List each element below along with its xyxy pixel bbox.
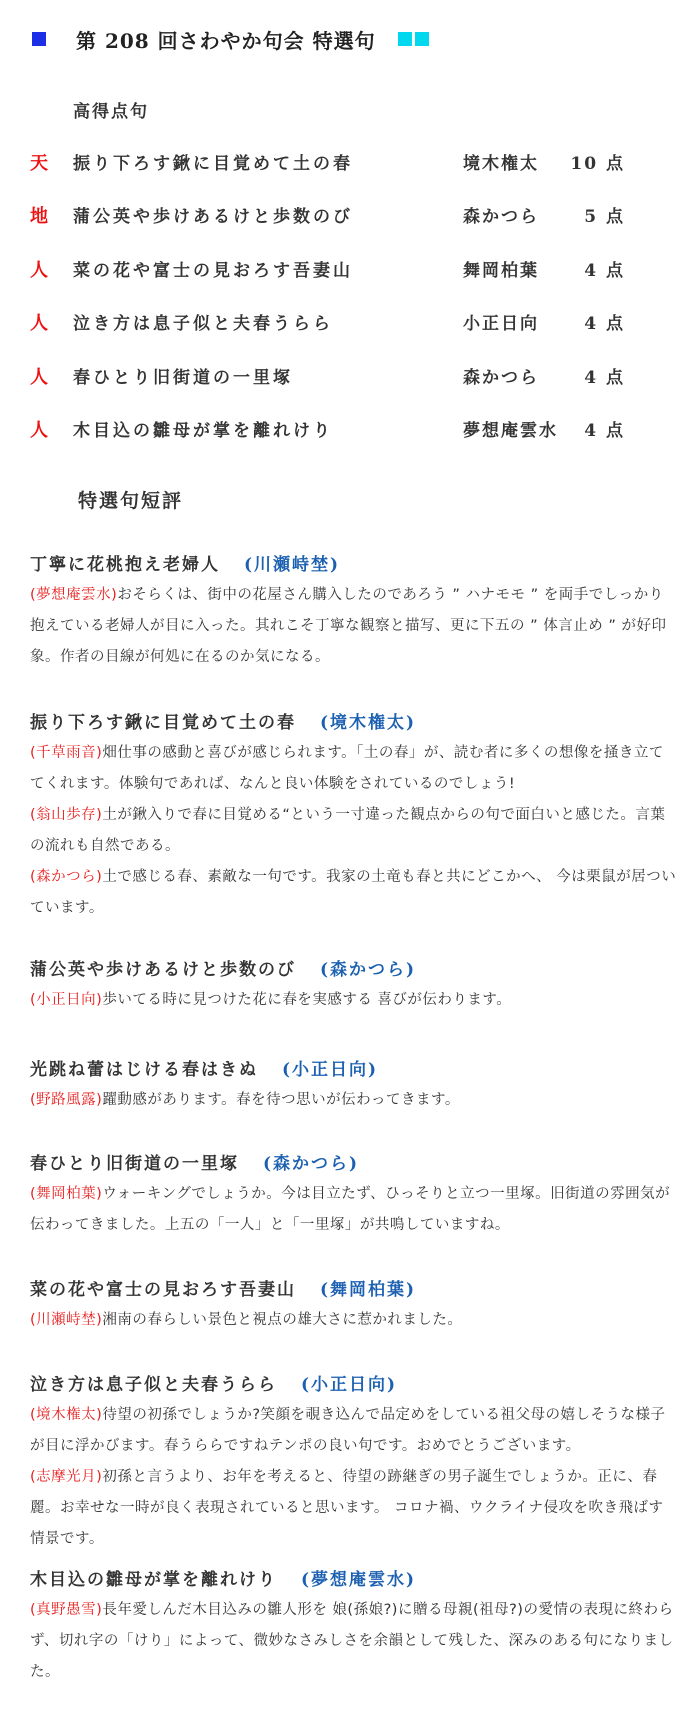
review-haiku-line: [30, 955, 678, 985]
comment-text: 湘南の春らしい景色と視点の雄大さに惹かれました。: [102, 1312, 463, 1328]
comment-text: 土で感じる春、素敵な一句です。我家の土竜も春と共にどこかへ、 今は栗鼠が居ついています。: [30, 869, 677, 916]
review-haiku: 光跳ね蕾はじける春はきぬ: [30, 1060, 258, 1080]
review-haiku-author: (境木権太): [320, 713, 417, 733]
commenter-name: (真野愚雪): [30, 1602, 103, 1618]
commenter-name: (川瀬峙埜): [30, 1312, 103, 1328]
comment-text: おそらくは、街中の花屋さん購入したのであろう ” ハナモモ ” を両手でしっかり抱えている老婦人が目に入った。其れこそ丁寧な観察と描写、更に下五の ” 体言止め ” が好印象。作者の目線が何処に在るのか気になる。: [30, 587, 667, 665]
review-haiku-line: [30, 1149, 678, 1179]
rank-points: 4 点: [584, 421, 625, 441]
rank-points: 4 点: [584, 368, 625, 388]
review-haiku: 木目込の雛母が掌を離れけり: [30, 1570, 277, 1590]
commenter-name: (森かつら): [30, 869, 103, 885]
rank-mark: 人: [30, 260, 48, 281]
review-comment: [30, 985, 678, 1016]
review-block: [30, 1055, 678, 1116]
rank-author: 森かつら: [463, 368, 539, 388]
review-comment: [30, 1400, 678, 1462]
commenter-name: (境木権太): [30, 1407, 103, 1423]
comment-text: 歩いてる時に見つけた花に春を実感する 喜びが伝わります。: [102, 992, 512, 1008]
rank-haiku: 振り下ろす鍬に目覚めて土の春: [73, 154, 353, 174]
rank-points: 4 点: [584, 314, 625, 334]
review-haiku-author: (小正日向): [282, 1060, 379, 1080]
review-block: [30, 550, 678, 673]
comment-text: 待望の初孫でしょうか?笑顔を覗き込んで品定めをしている祖父母の嬉しそうな様子が目に浮かびます。春うららですねテンポの良い句です。おめでとうございます。: [30, 1407, 666, 1454]
rank-points: 4 点: [584, 261, 625, 281]
review-haiku-line: [30, 1055, 678, 1085]
review-block: [30, 955, 678, 1016]
review-block: [30, 708, 678, 924]
review-haiku: 菜の花や富士の見おろす吾妻山: [30, 1280, 296, 1300]
rank-haiku: 蒲公英や歩けあるけと歩数のび: [73, 207, 353, 227]
review-comment: [30, 800, 678, 862]
review-haiku: 丁寧に花桃抱え老婦人: [30, 555, 220, 575]
comment-text: 初孫と言うより、お年を考えると、待望の跡継ぎの男子誕生でしょうか。正に、春麗。お幸せな一時が良く表現されていると思います。 コロナ禍、ウクライナ侵攻を吹き飛ばす情景です。: [30, 1469, 664, 1547]
comment-text: 畑仕事の感動と喜びが感じられます。「土の春」が、読む者に多くの想像を掻き立ててくれます。体験句であれば、なんと良い体験をされているのでしょう!: [30, 745, 664, 792]
ranking-row: [0, 309, 698, 337]
commenter-name: (野路風露): [30, 1092, 103, 1108]
page-title-row: [32, 26, 432, 52]
rank-haiku: 木目込の雛母が掌を離れけり: [73, 421, 333, 441]
commenter-name: (夢想庵雲水): [30, 587, 118, 603]
review-haiku: 泣き方は息子似と夫春うらら: [30, 1375, 277, 1395]
review-comment: [30, 1462, 678, 1555]
review-haiku-line: [30, 708, 678, 738]
ranking-row: [0, 256, 698, 284]
review-haiku-line: [30, 1370, 678, 1400]
rank-author: 夢想庵雲水: [463, 421, 558, 441]
review-haiku: 振り下ろす鍬に目覚めて土の春: [30, 713, 296, 733]
review-haiku-line: [30, 1275, 678, 1305]
review-comment: [30, 1595, 678, 1688]
comment-text: 土が鍬入りで春に目覚める“という一寸違った観点からの句で面白いと感じた。言葉の流れも自然である。: [30, 807, 666, 854]
rank-haiku: 菜の花や富士の見おろす吾妻山: [73, 261, 353, 281]
rank-mark: 地: [30, 206, 48, 227]
review-comment: [30, 1305, 678, 1336]
review-block: [30, 1275, 678, 1336]
commenter-name: (小正日向): [30, 992, 103, 1008]
rank-haiku: 春ひとり旧街道の一里塚: [73, 368, 293, 388]
review-block: [30, 1370, 678, 1555]
review-comment: [30, 580, 678, 673]
page-title: 第 208 回さわやか句会 特選句: [76, 28, 376, 53]
cyan-square-icon: [398, 32, 412, 46]
cyan-square-icon: [415, 32, 429, 46]
comment-text: 躍動感があります。春を待つ思いが伝わってきます。: [102, 1092, 460, 1108]
rank-author: 森かつら: [463, 207, 539, 227]
rank-author: 舞岡柏葉: [463, 261, 539, 281]
rank-points: 5 点: [584, 207, 625, 227]
commenter-name: (千草雨音): [30, 745, 103, 761]
commenter-name: (舞岡柏葉): [30, 1186, 103, 1202]
rank-mark: 人: [30, 313, 48, 334]
comment-text: ウォーキングでしょうか。今は目立たず、ひっそりと立つ一里塚。旧街道の雰囲気が伝わってきました。上五の「一人」と「一里塚」が共鳴していますね。: [30, 1186, 671, 1233]
review-haiku-author: (夢想庵雲水): [301, 1570, 417, 1590]
review-heading: 特選句短評: [78, 490, 184, 512]
review-comment: [30, 1085, 678, 1116]
review-comment: [30, 738, 678, 800]
rank-mark: 天: [30, 153, 48, 174]
review-haiku: 春ひとり旧街道の一里塚: [30, 1154, 239, 1174]
rank-points: 10 点: [570, 154, 625, 174]
review-comment: [30, 1179, 678, 1241]
review-haiku-author: (森かつら): [320, 960, 417, 980]
review-comment: [30, 862, 678, 924]
review-haiku-line: [30, 1565, 678, 1595]
rank-mark: 人: [30, 420, 48, 441]
review-haiku-author: (森かつら): [263, 1154, 360, 1174]
high-score-heading: 高得点句: [73, 102, 149, 122]
rank-author: 小正日向: [463, 314, 539, 334]
ranking-row: [0, 149, 698, 177]
review-block: [30, 1149, 678, 1241]
rank-author: 境木権太: [463, 154, 539, 174]
review-haiku-author: (小正日向): [301, 1375, 398, 1395]
review-haiku: 蒲公英や歩けあるけと歩数のび: [30, 960, 296, 980]
review-haiku-author: (舞岡柏葉): [320, 1280, 417, 1300]
comment-text: 長年愛しんだ木目込みの雛人形を 娘(孫娘?)に贈る母親(祖母?)の愛情の表現に終わらず、切れ字の「けり」によって、微妙なさみしさを余韻として残した、深みのある句になりました。: [30, 1602, 674, 1680]
ranking-row: [0, 363, 698, 391]
ranking-row: [0, 202, 698, 230]
rank-haiku: 泣き方は息子似と夫春うらら: [73, 314, 333, 334]
ranking-row: [0, 416, 698, 444]
commenter-name: (志摩光月): [30, 1469, 103, 1485]
blue-square-icon: [32, 32, 46, 46]
review-block: [30, 1565, 678, 1688]
review-haiku-author: (川瀬峙埜): [244, 555, 341, 575]
rank-mark: 人: [30, 367, 48, 388]
commenter-name: (翁山歩存): [30, 807, 103, 823]
review-haiku-line: [30, 550, 678, 580]
